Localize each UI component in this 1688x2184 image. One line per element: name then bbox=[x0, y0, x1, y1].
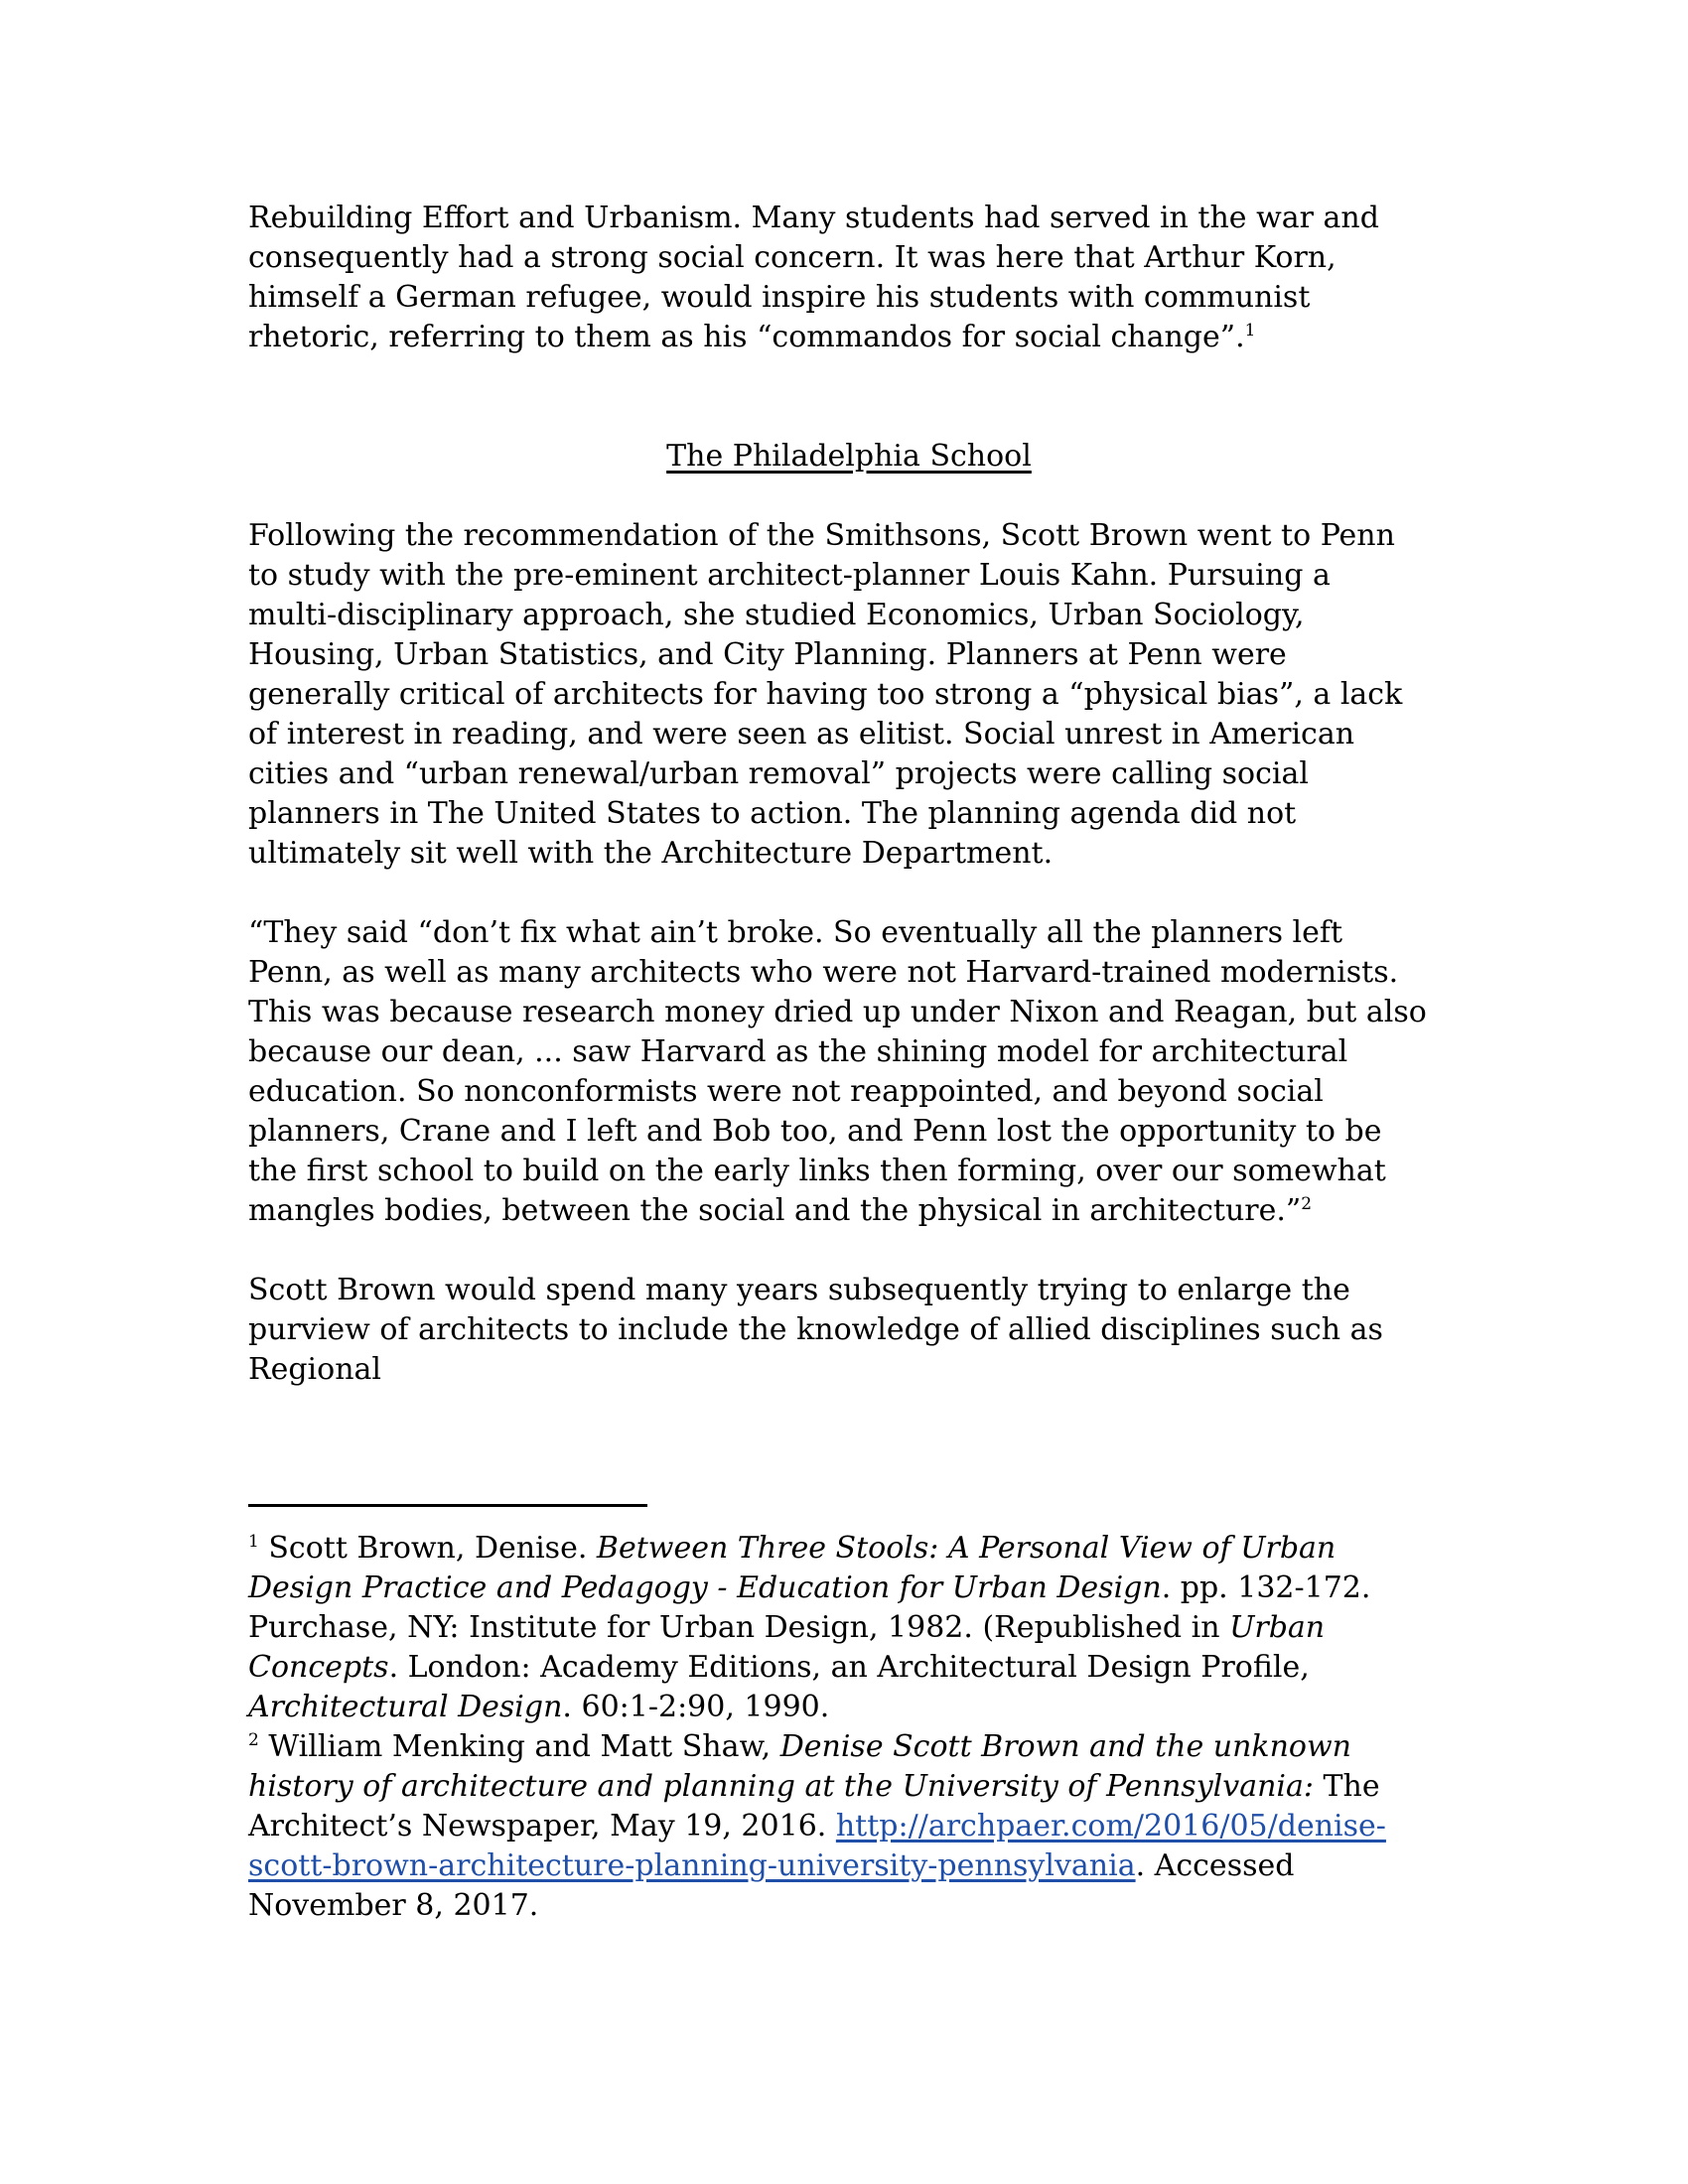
text-line: cities and “urban renewal/urban removal” projects were calling social bbox=[248, 756, 1309, 791]
text-line: consequently had a strong social concern. It was here that Arthur Korn, bbox=[248, 240, 1336, 275]
text-line-content: mangles bodies, between the social and the physical in architecture.” bbox=[248, 1193, 1302, 1228]
footnote-title: Urban bbox=[1229, 1610, 1326, 1645]
footnote-text: William Menking and Matt Shaw, bbox=[258, 1729, 780, 1764]
text-line: himself a German refugee, would inspire his students with communist bbox=[248, 280, 1311, 315]
text-line: ultimately sit well with the Architecture Department. bbox=[248, 836, 1054, 871]
footnote-2 bbox=[248, 1727, 1450, 1926]
text-line: Scott Brown would spend many years subsequently trying to enlarge the bbox=[248, 1273, 1350, 1307]
source-url-link[interactable]: http://archpaer.com/2016/05/denise- bbox=[835, 1809, 1386, 1843]
footnote-line bbox=[248, 1846, 1450, 1886]
section-heading bbox=[248, 437, 1450, 477]
text-line-content: rhetoric, referring to them as his “commandos for social change”. bbox=[248, 320, 1245, 354]
text-line: to study with the pre-eminent architect-planner Louis Kahn. Pursuing a bbox=[248, 558, 1331, 593]
footnote-text: Purchase, NY: Institute for Urban Design, 1982. (Republished in bbox=[248, 1610, 1230, 1645]
footnote-line bbox=[248, 1608, 1450, 1648]
footnote-title: Denise Scott Brown and the unknown bbox=[779, 1729, 1351, 1764]
text-line: generally critical of architects for having too strong a “physical bias”, a lack bbox=[248, 677, 1403, 712]
footnote-line bbox=[248, 1648, 1450, 1688]
paragraph-4 bbox=[248, 1271, 1450, 1390]
text-line: Following the recommendation of the Smithsons, Scott Brown went to Penn bbox=[248, 518, 1395, 553]
footnote-text: The bbox=[1313, 1769, 1380, 1804]
text-line bbox=[248, 1191, 1450, 1231]
footnote-line bbox=[248, 1688, 1450, 1727]
text-line: planners, Crane and I left and Bob too, and Penn lost the opportunity to be bbox=[248, 1114, 1382, 1149]
footnote-separator bbox=[248, 1504, 647, 1507]
section-heading-text: The Philadelphia School bbox=[666, 439, 1032, 474]
text-line: Regional bbox=[248, 1352, 382, 1387]
text-line: planners in The United States to action. The planning agenda did not bbox=[248, 796, 1297, 831]
text-line: This was because research money dried up under Nixon and Reagan, but also bbox=[248, 995, 1427, 1029]
footnote-title: Architectural Design bbox=[248, 1690, 563, 1724]
footnote-title: Concepts bbox=[248, 1650, 389, 1685]
footnote-text: Architect’s Newspaper, May 19, 2016. bbox=[248, 1809, 836, 1843]
footnote-line bbox=[248, 1727, 1450, 1767]
footnote-text: . London: Academy Editions, an Architectural Design Profile, bbox=[388, 1650, 1310, 1685]
footnote-ref-2[interactable]: 2 bbox=[1301, 1194, 1313, 1214]
footnote-line bbox=[248, 1569, 1450, 1608]
text-line: Housing, Urban Statistics, and City Planning. Planners at Penn were bbox=[248, 637, 1287, 672]
footnote-text: . pp. 132-172. bbox=[1161, 1570, 1371, 1605]
footnote-1 bbox=[248, 1529, 1450, 1727]
footnote-title: Design Practice and Pedagogy - Education for Urban Design bbox=[248, 1570, 1162, 1605]
footnote-text: Scott Brown, Denise. bbox=[258, 1531, 597, 1566]
paragraph-1 bbox=[248, 199, 1450, 357]
footnote-title: Between Three Stools: A Personal View of Urban bbox=[596, 1531, 1336, 1566]
footnote-number: 2 bbox=[248, 1730, 259, 1750]
footnote-line bbox=[248, 1807, 1450, 1846]
footnote-number: 1 bbox=[248, 1532, 259, 1552]
text-line: Rebuilding Effort and Urbanism. Many students had served in the war and bbox=[248, 201, 1379, 235]
text-line: multi-disciplinary approach, she studied Economics, Urban Sociology, bbox=[248, 598, 1305, 632]
footnote-ref-1[interactable]: 1 bbox=[1244, 321, 1256, 341]
footnote-title: history of architecture and planning at the University of Pennsylvania: bbox=[248, 1769, 1314, 1804]
text-line: of interest in reading, and were seen as elitist. Social unrest in American bbox=[248, 717, 1355, 751]
footnote-line bbox=[248, 1767, 1450, 1807]
text-line: “They said “don’t fix what ain’t broke. So eventually all the planners left bbox=[248, 915, 1343, 950]
footnote-line: November 8, 2017. bbox=[248, 1888, 539, 1923]
text-line bbox=[248, 318, 1450, 357]
source-url-link[interactable]: scott-brown-architecture-planning-university-pennsylvania bbox=[248, 1848, 1136, 1883]
paragraph-3-quote bbox=[248, 913, 1450, 1231]
text-line: the first school to build on the early links then forming, over our somewhat bbox=[248, 1154, 1386, 1188]
footnote-text: . 60:1-2:90, 1990. bbox=[562, 1690, 830, 1724]
paragraph-2 bbox=[248, 516, 1450, 874]
footnote-text: . Accessed bbox=[1135, 1848, 1295, 1883]
text-line: purview of architects to include the knowledge of allied disciplines such as bbox=[248, 1312, 1383, 1347]
text-line: Penn, as well as many architects who were not Harvard-trained modernists. bbox=[248, 955, 1399, 990]
footnote-line bbox=[248, 1529, 1450, 1569]
text-line: because our dean, ... saw Harvard as the shining model for architectural bbox=[248, 1034, 1348, 1069]
text-line: education. So nonconformists were not reappointed, and beyond social bbox=[248, 1074, 1324, 1109]
